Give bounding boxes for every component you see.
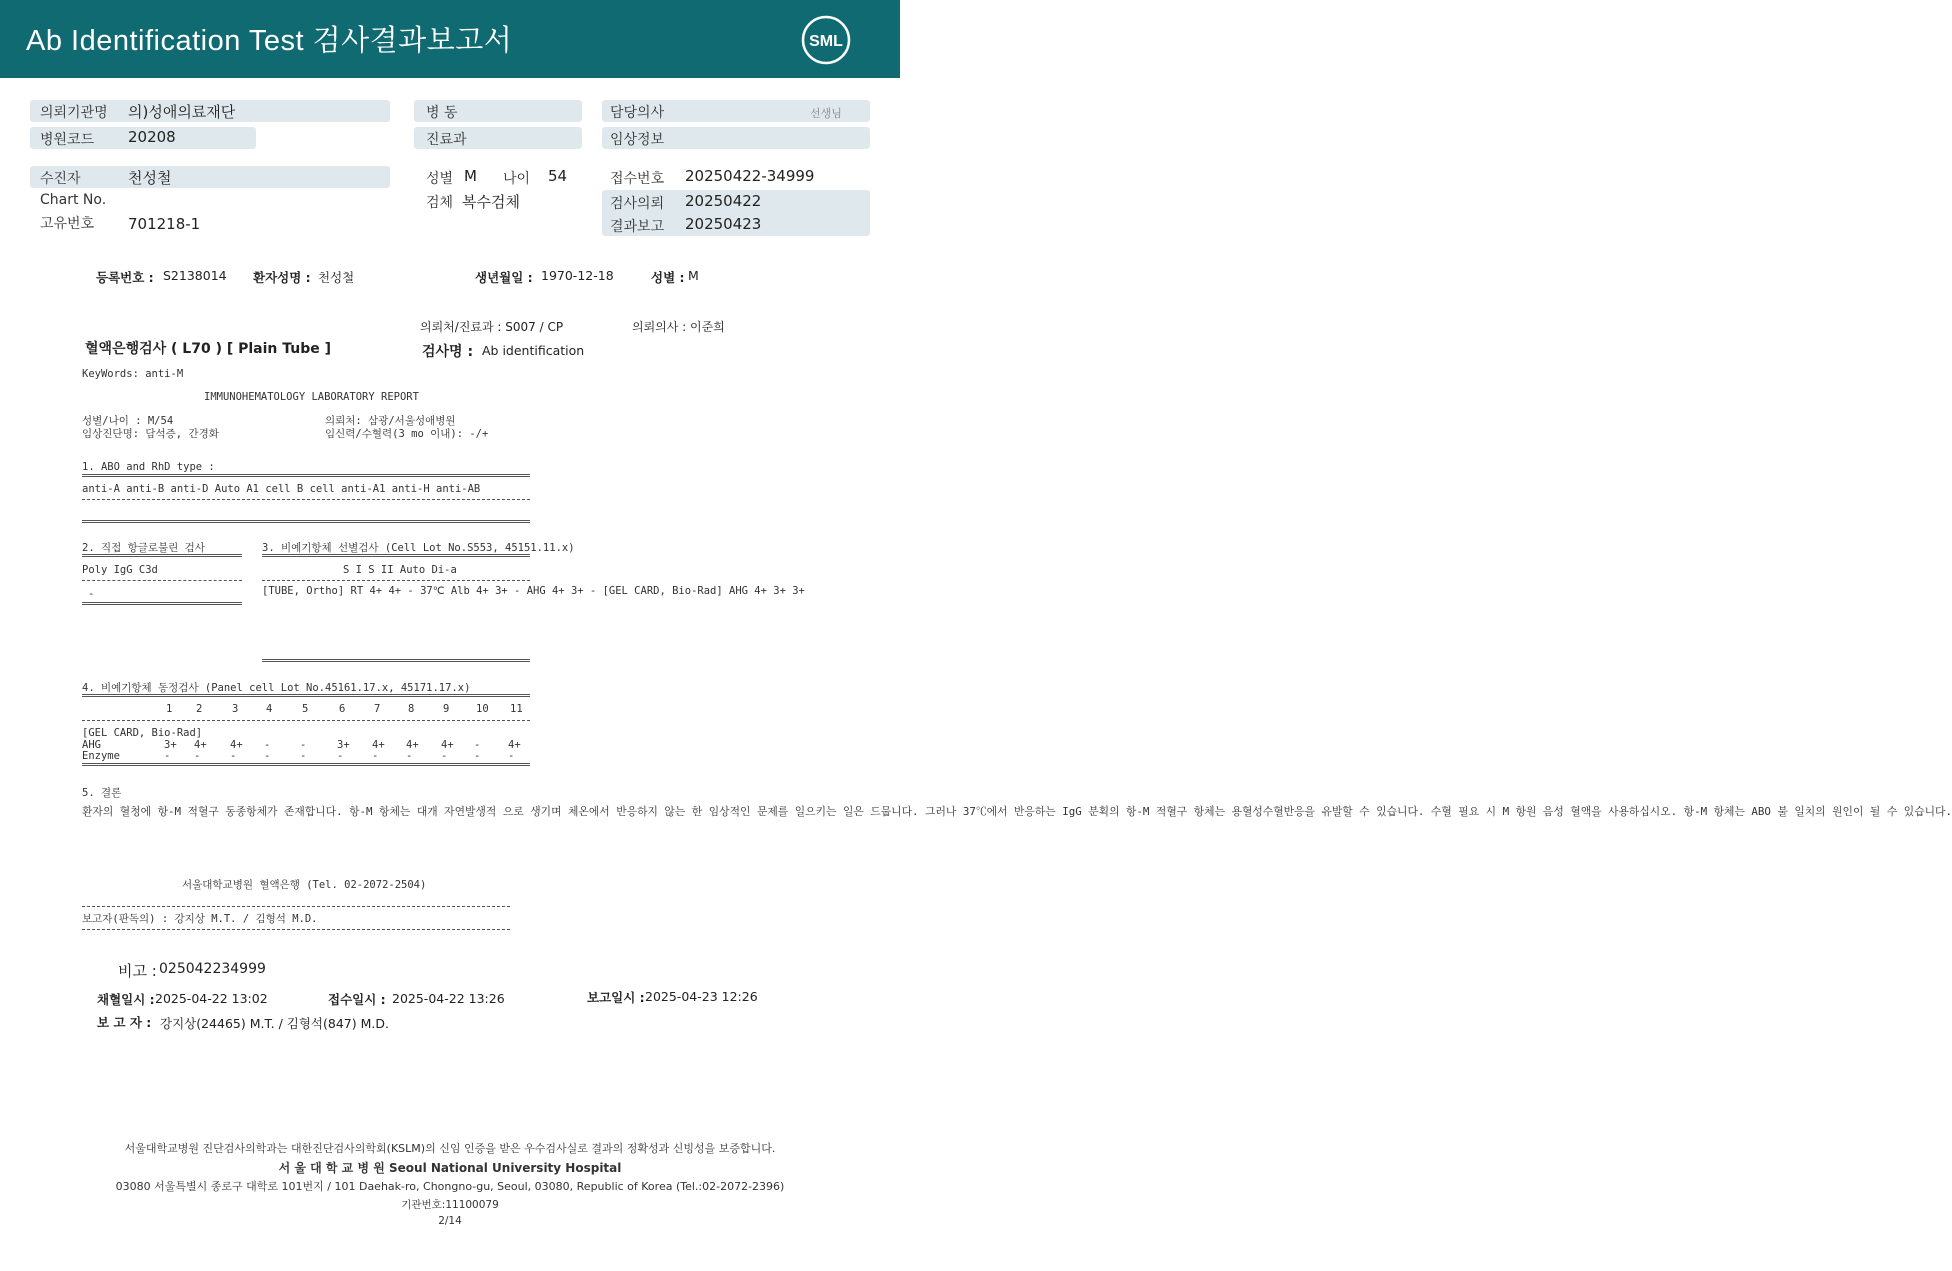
hospital-name — [0, 1159, 900, 1176]
collect-value: 2025-04-22 13:02 — [155, 991, 268, 1006]
specimen-value: 복수검체 — [462, 193, 520, 211]
age-value: 54 — [548, 167, 568, 185]
hospital-name-ko: 서 울 대 학 교 병 원 — [278, 1161, 385, 1175]
panel-cell-number: 8 — [408, 703, 415, 715]
panel-result: - — [406, 750, 413, 762]
request-label: 검사의뢰 — [610, 196, 665, 212]
panel-result: - — [474, 750, 481, 762]
divider — [82, 720, 530, 721]
conclusion-text — [82, 806, 1952, 818]
sex-label-scan: 성별 : — [651, 270, 685, 285]
hospital-code-label: 병원코드 — [40, 132, 95, 148]
test-name-label: 검사명 : — [422, 344, 474, 360]
report-time-label: 보고일시 : — [587, 990, 645, 1005]
institution-value: 의)성애의료재단 — [128, 103, 236, 121]
conclusion-line: 일치의 원인이 될 수 있습니다. — [1794, 805, 1952, 818]
dept-line: 의뢰처/진료과 : S007 / CP — [420, 320, 564, 334]
dob-value: 1970-12-18 — [541, 268, 614, 283]
panel-result: 4+ — [194, 739, 207, 751]
institution-number: 기관번호:11100079 — [401, 1199, 499, 1211]
panel-result: 4+ — [372, 739, 385, 751]
ward-label: 병 동 — [426, 105, 458, 121]
dept-label: 진료과 — [426, 132, 467, 148]
panel-result: - — [337, 750, 344, 762]
panel-cell-number: 9 — [443, 703, 450, 715]
divider — [262, 554, 530, 557]
reg-value: S2138014 — [163, 268, 227, 283]
divider — [82, 554, 242, 557]
panel-row-label: Enzyme — [82, 750, 120, 762]
scan-reporter: 보고자(판독의) : 강지상 M.T. / 김형석 M.D. — [82, 913, 318, 925]
panel-result: - — [194, 750, 201, 762]
panel-result: - — [508, 750, 515, 762]
panel-result: - — [264, 750, 271, 762]
panel-cell-number: 6 — [339, 703, 346, 715]
chart-label: Chart No. — [40, 192, 107, 208]
panel-result: - — [441, 750, 448, 762]
bloodbank: 서울대학교병원 혈액은행 (Tel. 02-2072-2504) — [182, 879, 427, 891]
referrer: 의뢰처: 삼광/서울성애병원 — [325, 415, 456, 427]
reg-label: 등록번호 : — [96, 270, 154, 285]
collect-label: 채혈일시 : — [97, 992, 155, 1007]
divider — [82, 602, 242, 605]
note-value: 025042234999 — [159, 961, 266, 977]
panel-result: - — [300, 750, 307, 762]
panel-row-label: [GEL CARD, Bio-Rad] — [82, 727, 203, 739]
divider — [82, 499, 530, 500]
sml-logo — [800, 14, 852, 66]
doctor-suffix: 선생님 — [810, 107, 842, 120]
panel-result: - — [230, 750, 237, 762]
reporter-label: 보 고 자 : — [97, 1015, 152, 1030]
conclusion-line: 수 있습니다. 수혈 필요 시 M 항원 음성 혈액을 사용하십시오. 항-M 항체는 ABO 불 — [1359, 805, 1788, 818]
section2-value: - — [88, 588, 95, 600]
panel-result: - — [264, 739, 271, 751]
s3-row: 37℃ Alb 4+ 3+ - — [420, 585, 521, 597]
panel-result: 3+ — [337, 739, 350, 751]
panel-result: - — [372, 750, 379, 762]
section5-title: 5. 결론 — [82, 787, 122, 799]
panel-result: - — [300, 739, 307, 751]
sex-label: 성별 — [426, 171, 454, 187]
divider — [82, 474, 530, 477]
section4-title: 4. 비예기항체 동정검사 (Panel cell Lot No.45161.17.x, 45171.17.x) — [82, 682, 471, 694]
panel-cell-number: 3 — [232, 703, 239, 715]
hospital-name-en: Seoul National University Hospital — [389, 1161, 622, 1175]
panel-result: 4+ — [406, 739, 419, 751]
name-label: 환자성명 : — [253, 270, 311, 285]
doctor-label: 담당의사 — [610, 105, 665, 121]
dob-label: 생년월일 : — [475, 270, 533, 285]
patient-box — [30, 166, 390, 188]
certification: 서울대학교병원 진단검사의학과는 대한진단검사의학회(KSLM)의 신임 인증을 받은 우수검사실로 결과의 정확성과 신빙성을 보증합니다. — [124, 1142, 776, 1155]
divider — [262, 659, 530, 662]
panel-cell-number: 5 — [302, 703, 309, 715]
panel-cell-number: 4 — [266, 703, 273, 715]
divider — [82, 520, 530, 523]
name-value: 천성철 — [318, 270, 355, 285]
s3-row: AHG 4+ 3+ 3+ — [729, 585, 805, 597]
receive-label: 접수일시 : — [328, 992, 386, 1007]
report-date-value: 20250423 — [685, 215, 762, 233]
sex-value: M — [464, 167, 477, 185]
section1-headers: anti-A anti-B anti-D Auto A1 cell B cell anti-A1 anti-H anti-AB — [82, 483, 481, 495]
panel-result: 4+ — [230, 739, 243, 751]
patient-label: 수진자 — [40, 171, 81, 187]
panel-cell-number: 7 — [374, 703, 381, 715]
section1-title: 1. ABO and RhD type : — [82, 461, 215, 473]
receipt-no-label: 접수번호 — [610, 171, 665, 187]
s3-row: [TUBE, Ortho] — [262, 585, 345, 597]
age-label: 나이 — [503, 171, 531, 187]
svg-text:SML: SML — [809, 33, 843, 50]
requesting-doctor: 의뢰의사 : 이준희 — [632, 320, 725, 334]
panel-result: 4+ — [508, 739, 521, 751]
conclusion-line: 그러나 37℃에서 반응하는 IgG 분획의 항-M 적혈구 항체는 용혈성수혈반응을 유발할 — [925, 805, 1353, 818]
keywords: KeyWords: anti-M — [82, 368, 184, 380]
note-label: 비고 : — [118, 962, 157, 980]
panel-result: 3+ — [164, 739, 177, 751]
panel-cell-number: 10 — [476, 703, 489, 715]
divider — [82, 580, 242, 581]
patient-value: 천성철 — [128, 169, 172, 187]
divider — [262, 580, 530, 581]
divider — [82, 929, 510, 930]
conclusion-line: 으로 생기며 체온에서 반응하지 않는 한 임상적인 문제를 일으키는 일은 드뭅니다. — [502, 805, 919, 818]
s3-row: AHG 4+ 3+ - — [526, 585, 597, 597]
sex-value-scan: M — [688, 268, 699, 283]
report-title: Ab Identification Test 검사결과보고서 — [26, 25, 513, 57]
divider — [82, 906, 510, 907]
panel-result: - — [474, 739, 481, 751]
clinical-label: 임상정보 — [610, 132, 665, 148]
section3-title: 3. 비예기항체 선별검사 (Cell Lot No.S553, 45151.11.x) — [262, 542, 575, 554]
section3-headers: S I S II Auto Di-a — [343, 564, 457, 576]
address: 03080 서울특별시 종로구 대학로 101번지 / 101 Daehak-ro, Chongno-gu, Seoul, 03080, Republic of Korea (Tel.:02-2072-2396) — [115, 1180, 785, 1193]
pregnancy-transfusion: 임신력/수혈력(3 mo 이내): -/+ — [325, 428, 489, 440]
panel-cell-number: 1 — [166, 703, 173, 715]
section2-title: 2. 직접 항글로불린 검사 — [82, 542, 205, 554]
receipt-no-value: 20250422-34999 — [685, 167, 815, 185]
section3-rows — [262, 586, 805, 598]
panel-cell-number: 11 — [510, 703, 523, 715]
panel-cell-number: 2 — [196, 703, 203, 715]
s3-row: [GEL CARD, Bio-Rad] — [602, 585, 723, 597]
divider — [82, 763, 530, 766]
page-number: 2/14 — [438, 1215, 462, 1227]
report-date-label: 결과보고 — [610, 219, 665, 235]
s3-row: RT 4+ 4+ - — [350, 585, 414, 597]
diagnosis: 임상진단명: 담석증, 간경화 — [82, 428, 219, 440]
divider — [82, 694, 530, 697]
panel-result: - — [164, 750, 171, 762]
receive-value: 2025-04-22 13:26 — [392, 991, 505, 1006]
request-value: 20250422 — [685, 192, 762, 210]
conclusion-line: 환자의 혈청에 항-M 적혈구 동종항체가 존재합니다. 항-M 항체는 대개 자연발생적 — [82, 805, 497, 818]
institution-label: 의뢰기관명 — [40, 105, 108, 121]
report-header — [0, 0, 900, 78]
lab-report-title: IMMUNOHEMATOLOGY LABORATORY REPORT — [204, 391, 419, 403]
sex-age: 성별/나이 : M/54 — [82, 415, 174, 427]
test-group: 혈액은행검사 ( L70 ) [ Plain Tube ] — [85, 341, 332, 357]
hospital-code-value: 20208 — [128, 128, 176, 146]
report-time-value: 2025-04-23 12:26 — [645, 989, 758, 1004]
panel-result: 4+ — [441, 739, 454, 751]
uid-value: 701218-1 — [128, 215, 201, 233]
uid-label: 고유번호 — [40, 216, 95, 232]
panel-row-label: AHG — [82, 739, 101, 751]
specimen-label: 검체 — [426, 195, 454, 211]
reporter-value: 강지상(24465) M.T. / 김형석(847) M.D. — [160, 1016, 389, 1031]
section2-headers: Poly IgG C3d — [82, 564, 158, 576]
test-name-value: Ab identification — [482, 343, 585, 358]
